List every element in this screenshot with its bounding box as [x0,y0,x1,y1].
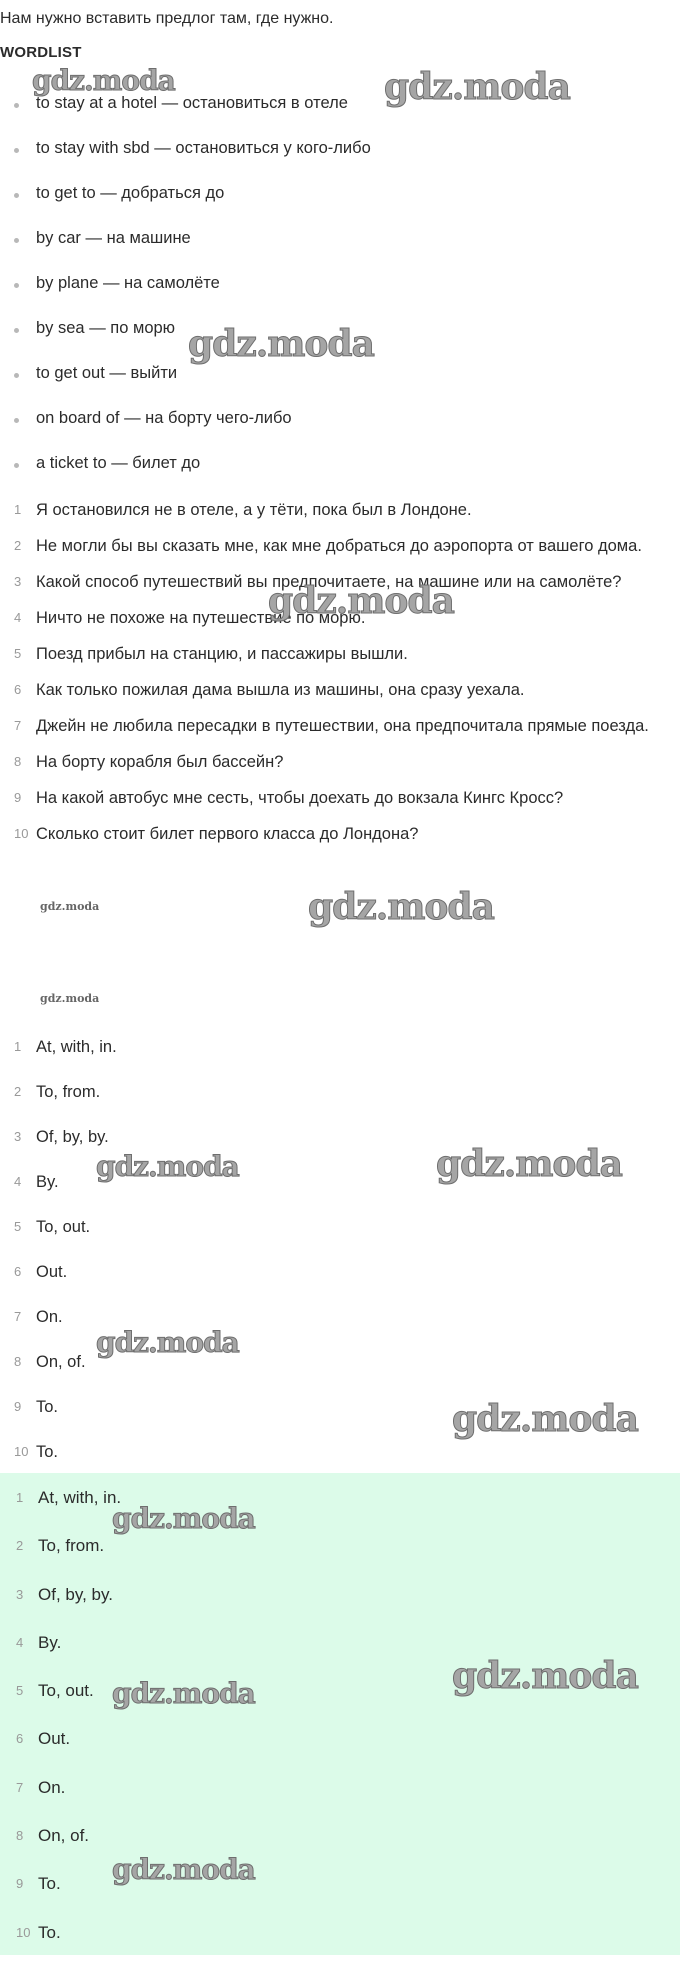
answer-text: Of, by, by. [38,1584,113,1604]
highlighted-answer-list [0,1486,680,1969]
watermark: gdz.moda [40,900,100,913]
translation-text: Джейн не любила пересадки в путешествии, она предпочитала прямые поезда. [36,717,649,735]
highlighted-answer-item [0,1824,680,1872]
answer-text: To. [36,1398,59,1416]
highlighted-answer-item [0,1583,680,1631]
answer-text: On. [36,1308,63,1326]
translation-text: На какой автобус мне сесть, чтобы доехать до вокзала Кингс Кросс? [36,789,564,807]
answer-item [0,1216,680,1261]
item-number: 4 [16,1634,24,1650]
translation-item [0,636,660,672]
answer-text: On, of. [36,1353,86,1371]
watermark: gdz.moda [452,1655,638,1697]
watermark: gdz.moda [112,1853,255,1886]
answer-text: To, from. [38,1536,105,1556]
answer-text: To, out. [36,1218,91,1236]
item-number: 2 [14,1084,22,1099]
wordlist-item: to get to — добраться до [0,182,680,227]
translation-item [0,528,660,564]
item-number: 2 [14,538,22,553]
watermark: gdz.moda [384,66,570,108]
translation-item [0,744,660,780]
watermark: gdz.moda [40,992,100,1005]
item-number: 5 [16,1683,24,1699]
watermark: gdz.moda [308,886,494,928]
wordlist-item: by plane — на самолёте [0,272,680,317]
answer-item [0,1081,680,1126]
wordlist-item: by car — на машине [0,227,680,272]
answer-text: By. [36,1173,59,1191]
wordlist-item: to stay with sbd — остановиться у кого-либо [0,137,680,182]
translation-text: Сколько стоит билет первого класса до Лондона? [36,825,419,843]
answer-text: On. [38,1777,66,1797]
item-number: 1 [14,1039,22,1054]
item-number: 4 [14,1174,22,1189]
translation-text: Я остановился не в отеле, а у тёти, пока был в Лондоне. [36,501,472,519]
highlighted-answer-item [0,1921,680,1969]
wordlist-item: to stay at a hotel — остановиться в отеле [0,92,680,137]
item-number: 5 [14,646,22,661]
answer-item [0,1261,680,1306]
watermark: gdz.moda [112,1502,255,1535]
item-number: 6 [14,1264,22,1279]
highlighted-answer-item [0,1486,680,1534]
translation-text: Как только пожилая дама вышла из машины, она сразу уехала. [36,681,525,699]
item-number: 5 [14,1219,22,1234]
item-number: 8 [16,1828,24,1844]
translation-item [0,708,660,744]
answer-text: On, of. [38,1826,90,1846]
answer-text: To. [38,1922,61,1942]
item-number: 1 [14,502,22,517]
answer-text: To, from. [36,1083,101,1101]
translation-text: Поезд прибыл на станцию, и пассажиры вышли. [36,645,408,663]
item-number: 9 [14,790,22,805]
translation-item [0,780,660,816]
translation-item [0,492,660,528]
item-number: 9 [16,1876,24,1892]
watermark: gdz.moda [188,323,374,365]
item-number: 8 [14,754,22,769]
translation-item [0,816,660,852]
answer-text: Out. [38,1729,71,1749]
item-number: 10 [16,1924,31,1940]
answer-text: By. [38,1632,62,1652]
item-number: 6 [14,682,22,697]
answer-text: To. [36,1443,59,1461]
answer-text: At, with, in. [38,1488,122,1507]
item-number: 10 [14,1444,29,1459]
translation-text: Не могли бы вы сказать мне, как мне добраться до аэропорта от вашего дома. [36,537,642,555]
item-number: 7 [16,1779,24,1795]
watermark: gdz.moda [32,64,175,97]
highlighted-answer-item [0,1872,680,1920]
highlighted-answer-item [0,1776,680,1824]
item-number: 4 [14,610,22,625]
watermark: gdz.moda [436,1143,622,1185]
answer-item [0,1036,680,1081]
translation-list [0,492,660,852]
answer-highlight-box [0,1473,680,1955]
item-number: 10 [14,826,29,841]
item-number: 9 [14,1399,22,1414]
wordlist-item: to get out — выйти [0,362,680,407]
item-number: 6 [16,1731,24,1747]
wordlist [0,92,680,497]
item-number: 8 [14,1354,22,1369]
item-number: 1 [16,1490,24,1505]
item-number: 7 [14,718,22,733]
wordlist-item: a ticket to — билет до [0,452,680,497]
answer-text: Of, by, by. [36,1128,109,1146]
answer-text: To, out. [38,1681,94,1701]
watermark: gdz.moda [452,1398,638,1440]
watermark: gdz.moda [268,580,454,622]
intro-text: Нам нужно вставить предлог там, где нужно. [0,10,334,27]
highlighted-answer-item [0,1534,680,1582]
wordlist-heading: WORDLIST [0,44,82,61]
answer-text: Out. [36,1263,68,1281]
translation-text: На борту корабля был бассейн? [36,753,284,771]
watermark: gdz.moda [112,1677,255,1710]
translation-text: Какой способ путешествий вы предпочитаете, на машине или на самолёте? [36,573,622,591]
wordlist-item: on board of — на борту чего-либо [0,407,680,452]
answer-text: To. [38,1874,61,1894]
item-number: 3 [16,1586,24,1602]
item-number: 3 [14,1129,22,1144]
highlighted-answer-item [0,1727,680,1775]
wordlist-item: by sea — по морю [0,317,680,362]
item-number: 2 [16,1538,24,1554]
item-number: 3 [14,574,22,589]
translation-text: Ничто не похоже на путешествие по морю. [36,609,366,627]
item-number: 7 [14,1309,22,1324]
answer-text: At, with, in. [36,1038,117,1056]
translation-item [0,672,660,708]
watermark: gdz.moda [96,1326,239,1359]
watermark: gdz.moda [96,1150,239,1183]
